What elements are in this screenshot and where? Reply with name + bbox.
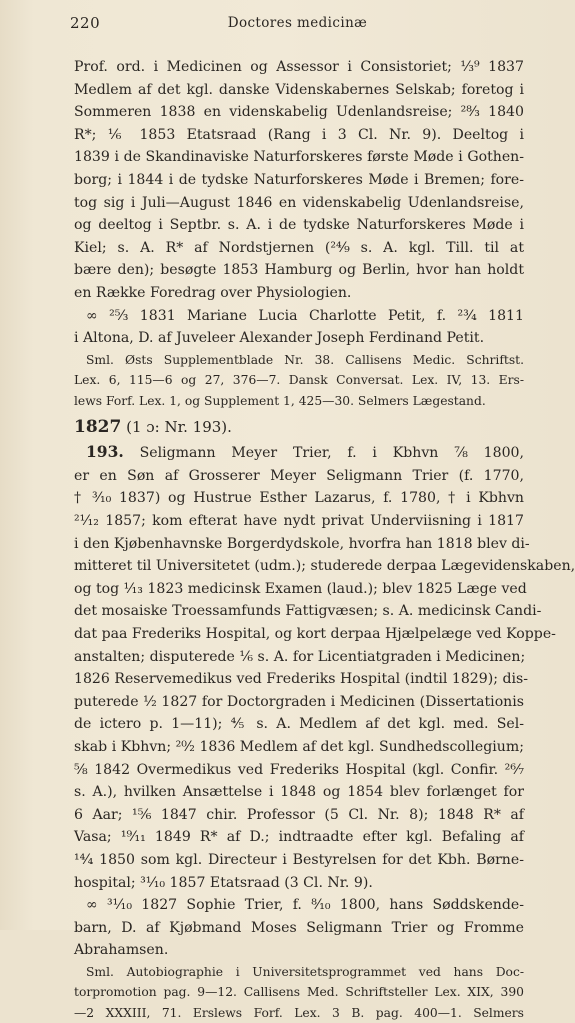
text-line: R*; ⅙ 1853 Etatsraad (Rang i 3 Cl. Nr. 9). Deeltog i	[74, 126, 524, 143]
text-line: og tog ¹⁄₁₃ 1823 medicinsk Examen (laud.); blev 1825 Læge ved	[74, 580, 527, 597]
references	[74, 962, 524, 1023]
reference-line: Sml. Autobiographie i Universitetsprogrammet ved hans Doc-	[86, 964, 524, 979]
reference-line: torpromotion pag. 9—12. Callisens Med. Schriftsteller Lex. XIX, 390	[74, 985, 524, 1000]
text-line: ∞ ²⁵⁄₃ 1831 Mariane Lucia Charlotte Petit, f. ²³⁄₄ 1811	[86, 307, 524, 324]
text-line: ²¹⁄₁₂ 1857; kom efterat have nydt privat Underviisning i 1817	[74, 513, 524, 529]
text-line: det mosaiske Troessamfunds Fattigvæsen; s. A. medicinsk Candi-	[74, 603, 542, 620]
text-line: Vasa; ¹⁹⁄₁₁ 1849 R* af D.; indtraadte efter kgl. Befaling af	[74, 829, 524, 846]
entry-193	[74, 441, 575, 894]
text-line: Medlem af det kgl. danske Videnskabernes Selskab; foretog i	[74, 81, 524, 98]
text-line: ∞ ³¹⁄₁₀ 1827 Sophie Trier, f. ⁸⁄₁₀ 1800, hans Søddskende-	[86, 897, 524, 914]
entry-first-line	[74, 441, 524, 465]
text-line: † ³⁄₁₀ 1837) og Hustrue Esther Lazarus, f. 1780, † i Kbhvn	[74, 490, 524, 507]
entry-number: 193.	[86, 442, 124, 462]
text-line: 1839 i de Skandinaviske Naturforskeres første Møde i Gothen-	[74, 149, 524, 166]
year-heading-year: 1827	[74, 417, 122, 438]
entry-first-line-text: Seligmann Meyer Trier, f. i Kbhvn ⅞ 1800,	[139, 445, 525, 462]
reference-line: lews Forf. Lex. 1, og Supplement 1, 425—30. Selmers Lægestand.	[74, 393, 486, 408]
page-number: 220	[70, 14, 101, 32]
text-line: i Altona, D. af Juveleer Alexander Joseph Ferdinand Petit.	[74, 330, 485, 347]
text-line: er en Søn af Grosserer Meyer Seligmann Trier (f. 1770,	[74, 467, 524, 484]
page-header	[70, 14, 525, 38]
text-line: skab i Kbhvn; ²⁰⁄₂ 1836 Medlem af det kgl. Sundhedscollegium;	[74, 738, 524, 755]
text-line: mitteret til Universitetet (udm.); studerede derpaa Lægevidenskaben,	[74, 558, 575, 575]
text-line: s. A.), hvilken Ansættelse i 1848 og 1854 blev forlænget for	[74, 784, 524, 801]
text-line: Abrahamsen.	[74, 942, 169, 959]
text-line: dat paa Frederiks Hospital, og kort derpaa Hjælpelæge ved Koppe-	[74, 625, 556, 642]
references	[74, 350, 524, 412]
marriage-note	[74, 305, 524, 350]
page-body	[74, 56, 575, 1023]
text-line: 1826 Reservemedikus ved Frederiks Hospital (indtil 1829); dis-	[74, 671, 528, 688]
text-line: puterede ¹⁄₂ 1827 for Doctorgraden i Medicinen (Dissertationis	[74, 693, 524, 710]
year-heading	[74, 413, 524, 441]
text-line: Kiel; s. A. R* af Nordstjernen (²⁴⁄₉ s. A. kgl. Till. til at	[74, 239, 524, 256]
text-line: en Række Foredrag over Physiologien.	[74, 284, 352, 301]
reference-line: Lex. 6, 115—6 og 27, 376—7. Dansk Conversat. Lex. IV, 13. Ers-	[74, 373, 524, 388]
text-line: hospital; ³¹⁄₁₀ 1857 Etatsraad (3 Cl. Nr. 9).	[74, 874, 373, 891]
text-line: ⅝ 1842 Overmedikus ved Frederiks Hospital (kgl. Confir. ²⁶⁄₇	[74, 761, 524, 778]
text-line: de ictero p. 1—11); ⅘ s. A. Medlem af det kgl. med. Sel-	[74, 716, 524, 733]
text-line: Sommeren 1838 en videnskabelig Udenlandsreise; ²⁸⁄₃ 1840	[74, 104, 524, 121]
text-line: og deeltog i Septbr. s. A. i de tydske Naturforskeres Møde i	[74, 217, 524, 234]
reference-line: Sml. Østs Supplementblade Nr. 38. Callisens Medic. Schriftst.	[86, 352, 524, 367]
text-line: tog sig i Juli—August 1846 en videnskabelig Udenlandsreise,	[74, 194, 524, 211]
text-line: bære den); besøgte 1853 Hamburg og Berlin, hvor han holdt	[74, 262, 524, 279]
text-line: barn, D. af Kjøbmand Moses Seligmann Trier og Fromme	[74, 919, 524, 936]
marriage-note	[74, 894, 524, 962]
text-line: i den Kjøbenhavnske Borgerdydskole, hvorfra han 1818 blev di-	[74, 535, 530, 552]
text-line: Prof. ord. i Medicinen og Assessor i Consistoriet; ⅓⁹ 1837	[74, 59, 524, 75]
year-heading-note: (1 ɔ: Nr. 193).	[126, 418, 232, 437]
entry-continuation	[74, 56, 524, 305]
text-line: anstalten; disputerede ⅙ s. A. for Licentiatgraden i Medicinen;	[74, 648, 526, 665]
text-line: 6 Aar; ¹⁵⁄₆ 1847 chir. Professor (5 Cl. Nr. 8); 1848 R* af	[74, 806, 524, 823]
reference-line: —2 XXXIII, 71. Erslews Forf. Lex. 3 B. pag. 400—1. Selmers	[74, 1005, 524, 1020]
running-head: Doctores medicinæ	[227, 15, 368, 31]
text-line: ¹⁴⁄₄ 1850 som kgl. Directeur i Bestyrelsen for det Kbh. Børne-	[74, 851, 524, 868]
text-line: borg; i 1844 i de tydske Naturforskeres Møde i Bremen; fore-	[74, 171, 524, 188]
